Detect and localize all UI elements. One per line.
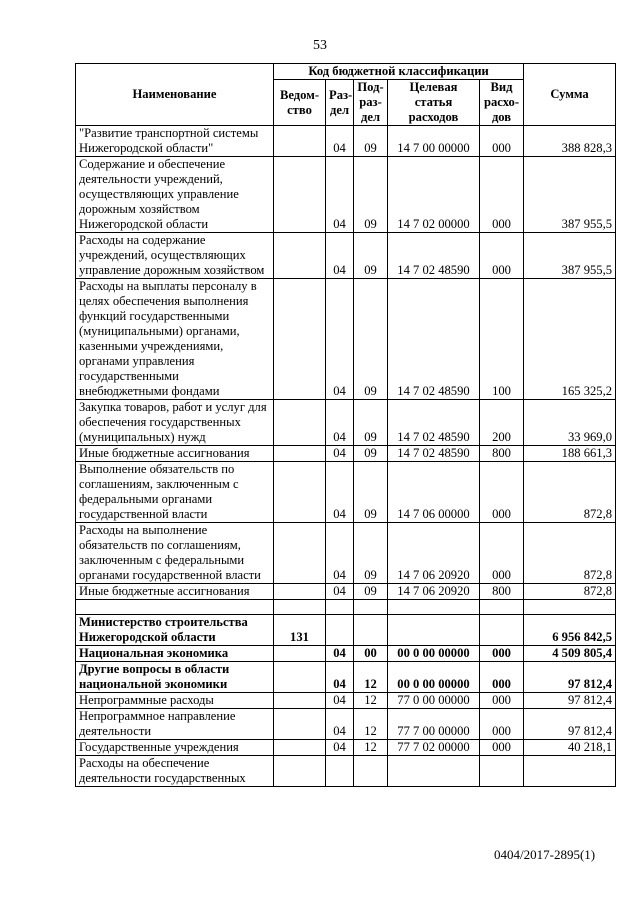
header-row-group [76,64,616,80]
cell-podrazdel: 09 [354,462,388,523]
cell-tselevaya-statya [388,615,480,646]
cell-sum: 6 956 842,5 [524,615,616,646]
cell-vid-raskhodov [480,615,524,646]
table-row [76,523,616,584]
cell-podrazdel: 09 [354,584,388,600]
table-row [76,279,616,400]
cell-vid-raskhodov: 100 [480,279,524,400]
cell-vedomstvo [274,740,326,756]
cell-vid-raskhodov: 000 [480,693,524,709]
cell-tselevaya-statya: 14 7 02 48590 [388,233,480,279]
cell-name: Национальная экономика [76,646,274,662]
cell-vid-raskhodov: 000 [480,462,524,523]
cell-name: Государственные учреждения [76,740,274,756]
table-row [76,709,616,740]
cell-vid-raskhodov: 800 [480,446,524,462]
header-razdel: Раз-дел [326,80,354,126]
cell-podrazdel: 09 [354,400,388,446]
cell-sum: 97 812,4 [524,709,616,740]
cell-podrazdel [354,756,388,787]
cell-sum: 97 812,4 [524,662,616,693]
cell-razdel: 04 [326,693,354,709]
cell-vedomstvo [274,662,326,693]
cell-sum: 188 661,3 [524,446,616,462]
cell-podrazdel: 09 [354,279,388,400]
cell-name: Расходы на выплаты персоналу в целях обеспечения выполнения функций государственными (муниципальными) органами, казенными учреждениями, органами управления государственными внебюджетными фондами [76,279,274,400]
cell-sum: 165 325,2 [524,279,616,400]
cell-tselevaya-statya: 14 7 00 00000 [388,126,480,157]
header-name: Наименование [76,64,274,126]
cell-name: Расходы на обеспечение деятельности государственных [76,756,274,787]
cell-tselevaya-statya: 77 0 00 00000 [388,693,480,709]
cell-name: Другие вопросы в области национальной экономики [76,662,274,693]
table-row [76,662,616,693]
cell-tselevaya-statya: 00 0 00 00000 [388,646,480,662]
cell-vid-raskhodov [480,756,524,787]
cell-podrazdel: 09 [354,233,388,279]
cell-razdel: 04 [326,233,354,279]
cell-vid-raskhodov: 000 [480,646,524,662]
cell-podrazdel: 09 [354,157,388,233]
cell-razdel: 04 [326,126,354,157]
cell-razdel [326,600,354,615]
cell-podrazdel: 12 [354,709,388,740]
cell-podrazdel: 12 [354,662,388,693]
cell-name: Выполнение обязательств по соглашениям, заключенным с федеральными органами государственной власти [76,462,274,523]
cell-sum: 872,8 [524,462,616,523]
cell-razdel: 04 [326,157,354,233]
header-classification-group: Код бюджетной классификации [274,64,524,80]
cell-vedomstvo [274,523,326,584]
cell-razdel: 04 [326,646,354,662]
cell-sum [524,756,616,787]
cell-sum: 33 969,0 [524,400,616,446]
table-row [76,584,616,600]
table-row [76,233,616,279]
cell-sum: 4 509 805,4 [524,646,616,662]
cell-razdel: 04 [326,662,354,693]
cell-vedomstvo [274,233,326,279]
cell-vedomstvo [274,157,326,233]
cell-tselevaya-statya: 77 7 02 00000 [388,740,480,756]
cell-tselevaya-statya: 14 7 02 48590 [388,446,480,462]
cell-name: Министерство строительства Нижегородской области [76,615,274,646]
table-body [76,126,616,787]
table-row [76,615,616,646]
cell-tselevaya-statya [388,600,480,615]
cell-vedomstvo [274,462,326,523]
cell-tselevaya-statya: 14 7 02 48590 [388,400,480,446]
cell-tselevaya-statya: 14 7 06 20920 [388,584,480,600]
cell-vid-raskhodov: 800 [480,584,524,600]
cell-vid-raskhodov: 000 [480,233,524,279]
cell-sum: 388 828,3 [524,126,616,157]
header-tselevaya-statya: Целевая статья расходов [388,80,480,126]
cell-podrazdel: 12 [354,740,388,756]
cell-name: Расходы на выполнение обязательств по соглашениям, заключенным с федеральными органами государственной власти [76,523,274,584]
cell-podrazdel: 09 [354,126,388,157]
header-vid-raskhodov: Вид расхо-дов [480,80,524,126]
cell-podrazdel: 12 [354,693,388,709]
cell-sum: 387 955,5 [524,233,616,279]
cell-sum [524,600,616,615]
cell-name: Иные бюджетные ассигнования [76,584,274,600]
cell-sum: 872,8 [524,584,616,600]
cell-vid-raskhodov: 000 [480,709,524,740]
table-row [76,646,616,662]
cell-vedomstvo [274,600,326,615]
cell-razdel [326,756,354,787]
cell-razdel: 04 [326,523,354,584]
cell-vid-raskhodov [480,600,524,615]
cell-name: Расходы на содержание учреждений, осуществляющих управление дорожным хозяйством [76,233,274,279]
cell-vedomstvo [274,709,326,740]
cell-podrazdel: 00 [354,646,388,662]
table-row [76,462,616,523]
cell-name: Закупка товаров, работ и услуг для обеспечения государственных (муниципальных) нужд [76,400,274,446]
budget-table [75,63,616,787]
cell-vid-raskhodov: 000 [480,157,524,233]
cell-vedomstvo [274,400,326,446]
cell-razdel: 04 [326,446,354,462]
cell-sum: 387 955,5 [524,157,616,233]
cell-name: "Развитие транспортной системы Нижегородской области" [76,126,274,157]
table-row [76,126,616,157]
blank-row [76,600,616,615]
table-row [76,446,616,462]
cell-razdel [326,615,354,646]
cell-razdel: 04 [326,740,354,756]
cell-razdel: 04 [326,279,354,400]
cell-razdel: 04 [326,400,354,446]
cell-vedomstvo [274,756,326,787]
cell-vedomstvo [274,584,326,600]
cell-vedomstvo [274,126,326,157]
header-sum: Сумма [524,64,616,126]
cell-vedomstvo [274,279,326,400]
cell-sum: 40 218,1 [524,740,616,756]
cell-sum: 872,8 [524,523,616,584]
cell-vedomstvo [274,646,326,662]
cell-name: Иные бюджетные ассигнования [76,446,274,462]
cell-podrazdel: 09 [354,446,388,462]
cell-tselevaya-statya: 14 7 02 00000 [388,157,480,233]
cell-name [76,600,274,615]
cell-razdel: 04 [326,462,354,523]
cell-vid-raskhodov: 000 [480,740,524,756]
cell-tselevaya-statya [388,756,480,787]
cell-podrazdel: 09 [354,523,388,584]
cell-podrazdel [354,600,388,615]
header-podrazdel: Под-раз-дел [354,80,388,126]
cell-podrazdel [354,615,388,646]
header-vedomstvo: Ведом-ство [274,80,326,126]
cell-tselevaya-statya: 00 0 00 00000 [388,662,480,693]
cell-tselevaya-statya: 14 7 06 00000 [388,462,480,523]
cell-vedomstvo [274,693,326,709]
cell-razdel: 04 [326,709,354,740]
cell-vid-raskhodov: 000 [480,662,524,693]
document-code: 0404/2017-2895(1) [494,847,596,862]
table-row [76,400,616,446]
cell-vid-raskhodov: 000 [480,523,524,584]
cell-name: Непрограммные расходы [76,693,274,709]
table-row [76,740,616,756]
cell-vedomstvo: 131 [274,615,326,646]
cell-vid-raskhodov: 000 [480,126,524,157]
cell-sum: 97 812,4 [524,693,616,709]
cell-razdel: 04 [326,584,354,600]
table-row [76,756,616,787]
cell-vedomstvo [274,446,326,462]
cell-name: Непрограммное направление деятельности [76,709,274,740]
page-number: 53 [313,38,327,53]
table-row [76,157,616,233]
cell-tselevaya-statya: 77 7 00 00000 [388,709,480,740]
cell-tselevaya-statya: 14 7 02 48590 [388,279,480,400]
cell-vid-raskhodov: 200 [480,400,524,446]
table-row [76,693,616,709]
cell-tselevaya-statya: 14 7 06 20920 [388,523,480,584]
cell-name: Содержание и обеспечение деятельности учреждений, осуществляющих управление дорожным хозяйством Нижегородской области [76,157,274,233]
